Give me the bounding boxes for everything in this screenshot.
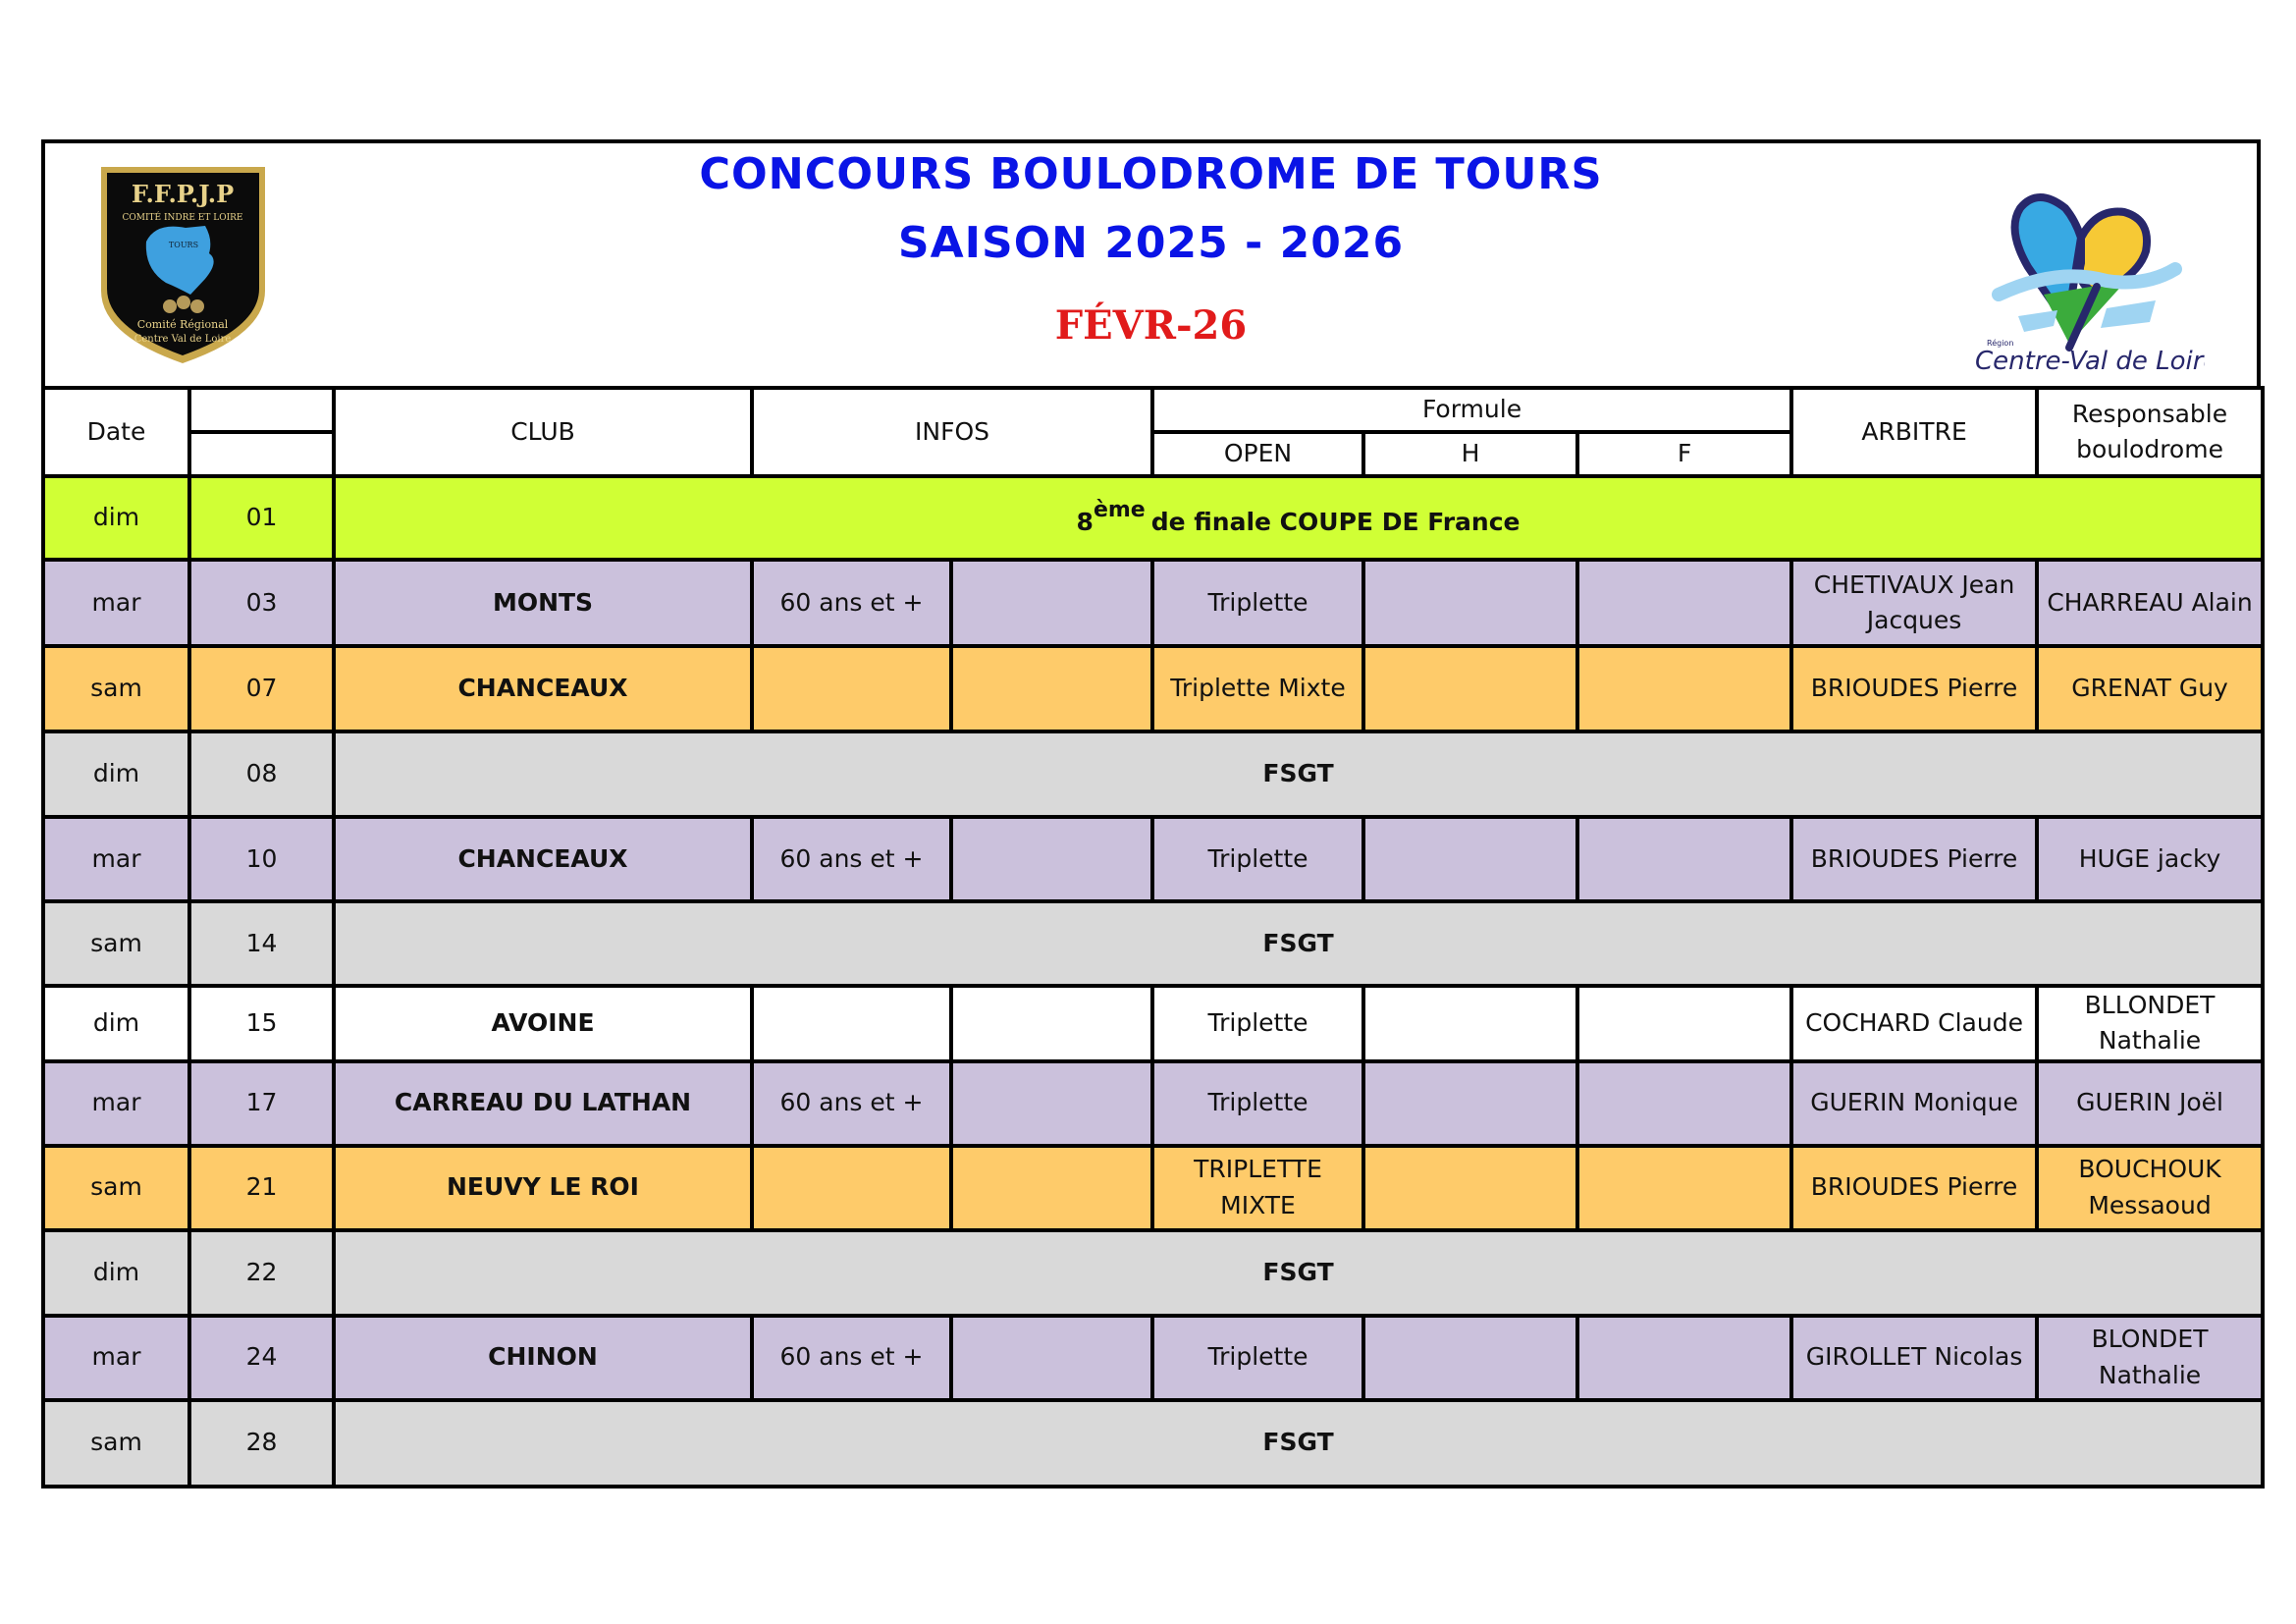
open-cell: Triplette: [1152, 817, 1363, 901]
open-cell: Triplette: [1152, 1316, 1363, 1400]
responsable-cell: BLLONDET Nathalie: [2037, 986, 2263, 1061]
f-cell: [1577, 560, 1791, 646]
fsgt-cell: FSGT: [334, 1400, 2263, 1487]
h-cell: [1363, 646, 1577, 731]
date-cell: 14: [189, 901, 334, 986]
svg-text:Centre Val de Loire: Centre Val de Loire: [133, 334, 232, 345]
h-cell: [1363, 817, 1577, 901]
arbitre-cell: BRIOUDES Pierre: [1791, 817, 2037, 901]
infos-extra-cell: [951, 817, 1152, 901]
arbitre-cell: CHETIVAUX Jean Jacques: [1791, 560, 2037, 646]
day-cell: sam: [43, 901, 189, 986]
infos-cell: 60 ans et +: [752, 1061, 951, 1146]
table-row: [43, 986, 2263, 1061]
col-header-blank-bottom: [189, 432, 334, 476]
responsable-cell: BOUCHOUK Messaoud: [2037, 1146, 2263, 1230]
responsable-cell: HUGE jacky: [2037, 817, 2263, 901]
infos-cell: 60 ans et +: [752, 817, 951, 901]
infos-cell: [752, 1146, 951, 1230]
col-header-infos: INFOS: [752, 388, 1152, 476]
infos-cell: [752, 646, 951, 731]
arbitre-cell: BRIOUDES Pierre: [1791, 646, 2037, 731]
table-row: [43, 1061, 2263, 1146]
infos-extra-cell: [951, 1316, 1152, 1400]
col-header-arbitre: ARBITRE: [1791, 388, 2037, 476]
club-cell: CARREAU DU LATHAN: [334, 1061, 752, 1146]
page-title: CONCOURS BOULODROME DE TOURS: [699, 149, 1603, 199]
open-cell: Triplette: [1152, 560, 1363, 646]
col-header-open: OPEN: [1152, 432, 1363, 476]
banner-text: de finale COUPE DE France: [1150, 508, 1521, 537]
infos-extra-cell: [951, 646, 1152, 731]
date-cell: 10: [189, 817, 334, 901]
region-centre-val-de-loire-logo: [1959, 179, 2205, 375]
f-cell: [1577, 817, 1791, 901]
col-header-date: Date: [43, 388, 189, 476]
responsable-label-line1: Responsable: [2071, 399, 2228, 428]
date-cell: 03: [189, 560, 334, 646]
day-cell: sam: [43, 1400, 189, 1487]
day-cell: dim: [43, 1230, 189, 1316]
schedule-sheet: [41, 139, 2261, 1483]
responsable-cell: CHARREAU Alain: [2037, 560, 2263, 646]
heart-logo-icon: [1959, 179, 2205, 375]
club-cell: CHINON: [334, 1316, 752, 1400]
table-row: [43, 1230, 2263, 1316]
fsgt-cell: FSGT: [334, 1230, 2263, 1316]
open-cell: Triplette: [1152, 986, 1363, 1061]
day-cell: sam: [43, 646, 189, 731]
h-cell: [1363, 1061, 1577, 1146]
club-cell: MONTS: [334, 560, 752, 646]
date-cell: 28: [189, 1400, 334, 1487]
club-cell: NEUVY LE ROI: [334, 1146, 752, 1230]
banner-ordinal-suffix: ème: [1093, 498, 1146, 523]
day-cell: dim: [43, 731, 189, 817]
svg-text:Comité Régional: Comité Régional: [136, 318, 229, 331]
table-row: [43, 476, 2263, 560]
h-cell: [1363, 560, 1577, 646]
col-header-club: CLUB: [334, 388, 752, 476]
col-header-f: F: [1577, 432, 1791, 476]
responsable-cell: GRENAT Guy: [2037, 646, 2263, 731]
date-cell: 07: [189, 646, 334, 731]
infos-extra-cell: [951, 560, 1152, 646]
svg-text:Centre-Val de Loire: Centre-Val de Loire: [1975, 347, 2205, 375]
date-cell: 24: [189, 1316, 334, 1400]
schedule-table: [41, 386, 2265, 1489]
header-row-top: [43, 388, 2263, 432]
season-subtitle: SAISON 2025 - 2026: [897, 218, 1405, 268]
infos-extra-cell: [951, 986, 1152, 1061]
day-cell: dim: [43, 986, 189, 1061]
svg-text:F.F.P.J.P: F.F.P.J.P: [131, 180, 235, 208]
col-header-formule: Formule: [1152, 388, 1791, 432]
h-cell: [1363, 1316, 1577, 1400]
open-cell: Triplette Mixte: [1152, 646, 1363, 731]
f-cell: [1577, 646, 1791, 731]
open-cell: TRIPLETTE MIXTE: [1152, 1146, 1363, 1230]
svg-text:Région: Région: [1987, 339, 2014, 348]
banner-ordinal: 8: [1076, 508, 1094, 537]
day-cell: sam: [43, 1146, 189, 1230]
f-cell: [1577, 1061, 1791, 1146]
col-header-blank-top: [189, 388, 334, 432]
svg-text:COMITÉ INDRE ET LOIRE: COMITÉ INDRE ET LOIRE: [122, 213, 243, 223]
responsable-label-line2: boulodrome: [2076, 435, 2223, 463]
date-cell: 21: [189, 1146, 334, 1230]
infos-cell: [752, 986, 951, 1061]
open-cell: Triplette: [1152, 1061, 1363, 1146]
arbitre-cell: GUERIN Monique: [1791, 1061, 2037, 1146]
day-cell: mar: [43, 1061, 189, 1146]
infos-extra-cell: [951, 1146, 1152, 1230]
day-cell: dim: [43, 476, 189, 560]
date-cell: 15: [189, 986, 334, 1061]
arbitre-cell: BRIOUDES Pierre: [1791, 1146, 2037, 1230]
table-row: [43, 646, 2263, 731]
arbitre-cell: COCHARD Claude: [1791, 986, 2037, 1061]
table-row: [43, 1316, 2263, 1400]
table-row: [43, 901, 2263, 986]
date-cell: 08: [189, 731, 334, 817]
day-cell: mar: [43, 560, 189, 646]
event-banner-cell: [334, 476, 2263, 560]
h-cell: [1363, 1146, 1577, 1230]
date-cell: 17: [189, 1061, 334, 1146]
responsable-cell: BLONDET Nathalie: [2037, 1316, 2263, 1400]
day-cell: mar: [43, 817, 189, 901]
f-cell: [1577, 1316, 1791, 1400]
col-header-responsable: [2037, 388, 2263, 476]
table-row: [43, 560, 2263, 646]
date-cell: 01: [189, 476, 334, 560]
f-cell: [1577, 986, 1791, 1061]
infos-cell: 60 ans et +: [752, 560, 951, 646]
month-label: FÉVR-26: [1054, 302, 1248, 349]
table-row: [43, 1400, 2263, 1487]
f-cell: [1577, 1146, 1791, 1230]
table-row: [43, 817, 2263, 901]
club-cell: CHANCEAUX: [334, 646, 752, 731]
table-row: [43, 1146, 2263, 1230]
svg-text:TOURS: TOURS: [168, 241, 199, 249]
responsable-cell: GUERIN Joël: [2037, 1061, 2263, 1146]
day-cell: mar: [43, 1316, 189, 1400]
col-header-h: H: [1363, 432, 1577, 476]
arbitre-cell: GIROLLET Nicolas: [1791, 1316, 2037, 1400]
infos-extra-cell: [951, 1061, 1152, 1146]
fsgt-cell: FSGT: [334, 901, 2263, 986]
header-banner: [45, 143, 2257, 390]
fsgt-cell: FSGT: [334, 731, 2263, 817]
infos-cell: 60 ans et +: [752, 1316, 951, 1400]
table-row: [43, 731, 2263, 817]
club-cell: AVOINE: [334, 986, 752, 1061]
h-cell: [1363, 986, 1577, 1061]
date-cell: 22: [189, 1230, 334, 1316]
club-cell: CHANCEAUX: [334, 817, 752, 901]
